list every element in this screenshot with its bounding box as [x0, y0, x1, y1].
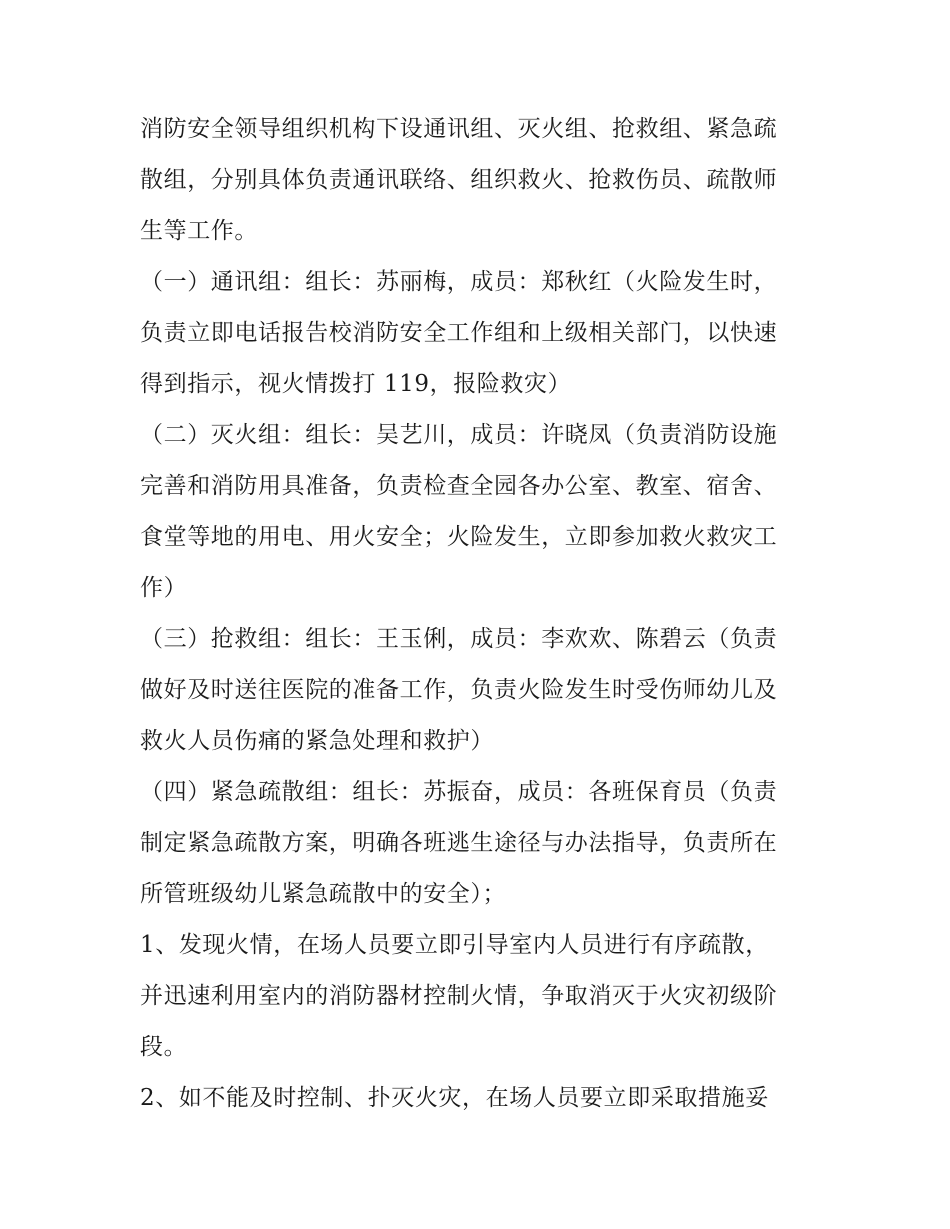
text-line: 食堂等地的用电、用火安全；火险发生，立即参加救火救灾工: [140, 524, 778, 550]
text-line: 段。: [140, 1034, 188, 1060]
text-line: 做好及时送往医院的准备工作，负责火险发生时受伤师幼儿及: [140, 677, 778, 703]
text-line: （二）灭火组：组长：吴艺川，成员：许晓凤（负责消防设施: [140, 422, 778, 448]
text-line: 救火人员伤痛的紧急处理和救护）: [140, 728, 494, 754]
text-line: 并迅速利用室内的消防器材控制火情，争取消灭于火灾初级阶: [140, 983, 778, 1009]
text-line: （三）抢救组：组长：王玉俐，成员：李欢欢、陈碧云（负责: [140, 626, 778, 652]
text-line: （四）紧急疏散组：组长：苏振奋，成员：各班保育员（负责: [140, 779, 778, 805]
text-line: 消防安全领导组织机构下设通讯组、灭火组、抢救组、紧急疏: [140, 116, 778, 142]
document-body: [140, 104, 812, 1124]
text-line: 所管班级幼儿紧急疏散中的安全）；: [140, 881, 507, 907]
text-line: 得到指示，视火情拨打 119，报险救灾）: [140, 371, 572, 397]
text-line: 制定紧急疏散方案，明确各班逃生途径与办法指导，负责所在: [140, 830, 778, 856]
text-line: 2、如不能及时控制、扑灭火灾，在场人员要立即采取措施妥: [140, 1085, 769, 1111]
text-line: 散组，分别具体负责通讯联络、组织救火、抢救伤员、疏散师: [140, 167, 778, 193]
text-line: （一）通讯组：组长：苏丽梅，成员：郑秋红（火险发生时，: [140, 269, 778, 295]
text-line: 作）: [140, 575, 188, 601]
text-line: 负责立即电话报告校消防安全工作组和上级相关部门，以快速: [140, 320, 778, 346]
text-line: 完善和消防用具准备，负责检查全园各办公室、教室、宿舍、: [140, 473, 778, 499]
text-line: 生等工作。: [140, 218, 258, 244]
text-line: 1、发现火情，在场人员要立即引导室内人员进行有序疏散，: [140, 932, 769, 958]
